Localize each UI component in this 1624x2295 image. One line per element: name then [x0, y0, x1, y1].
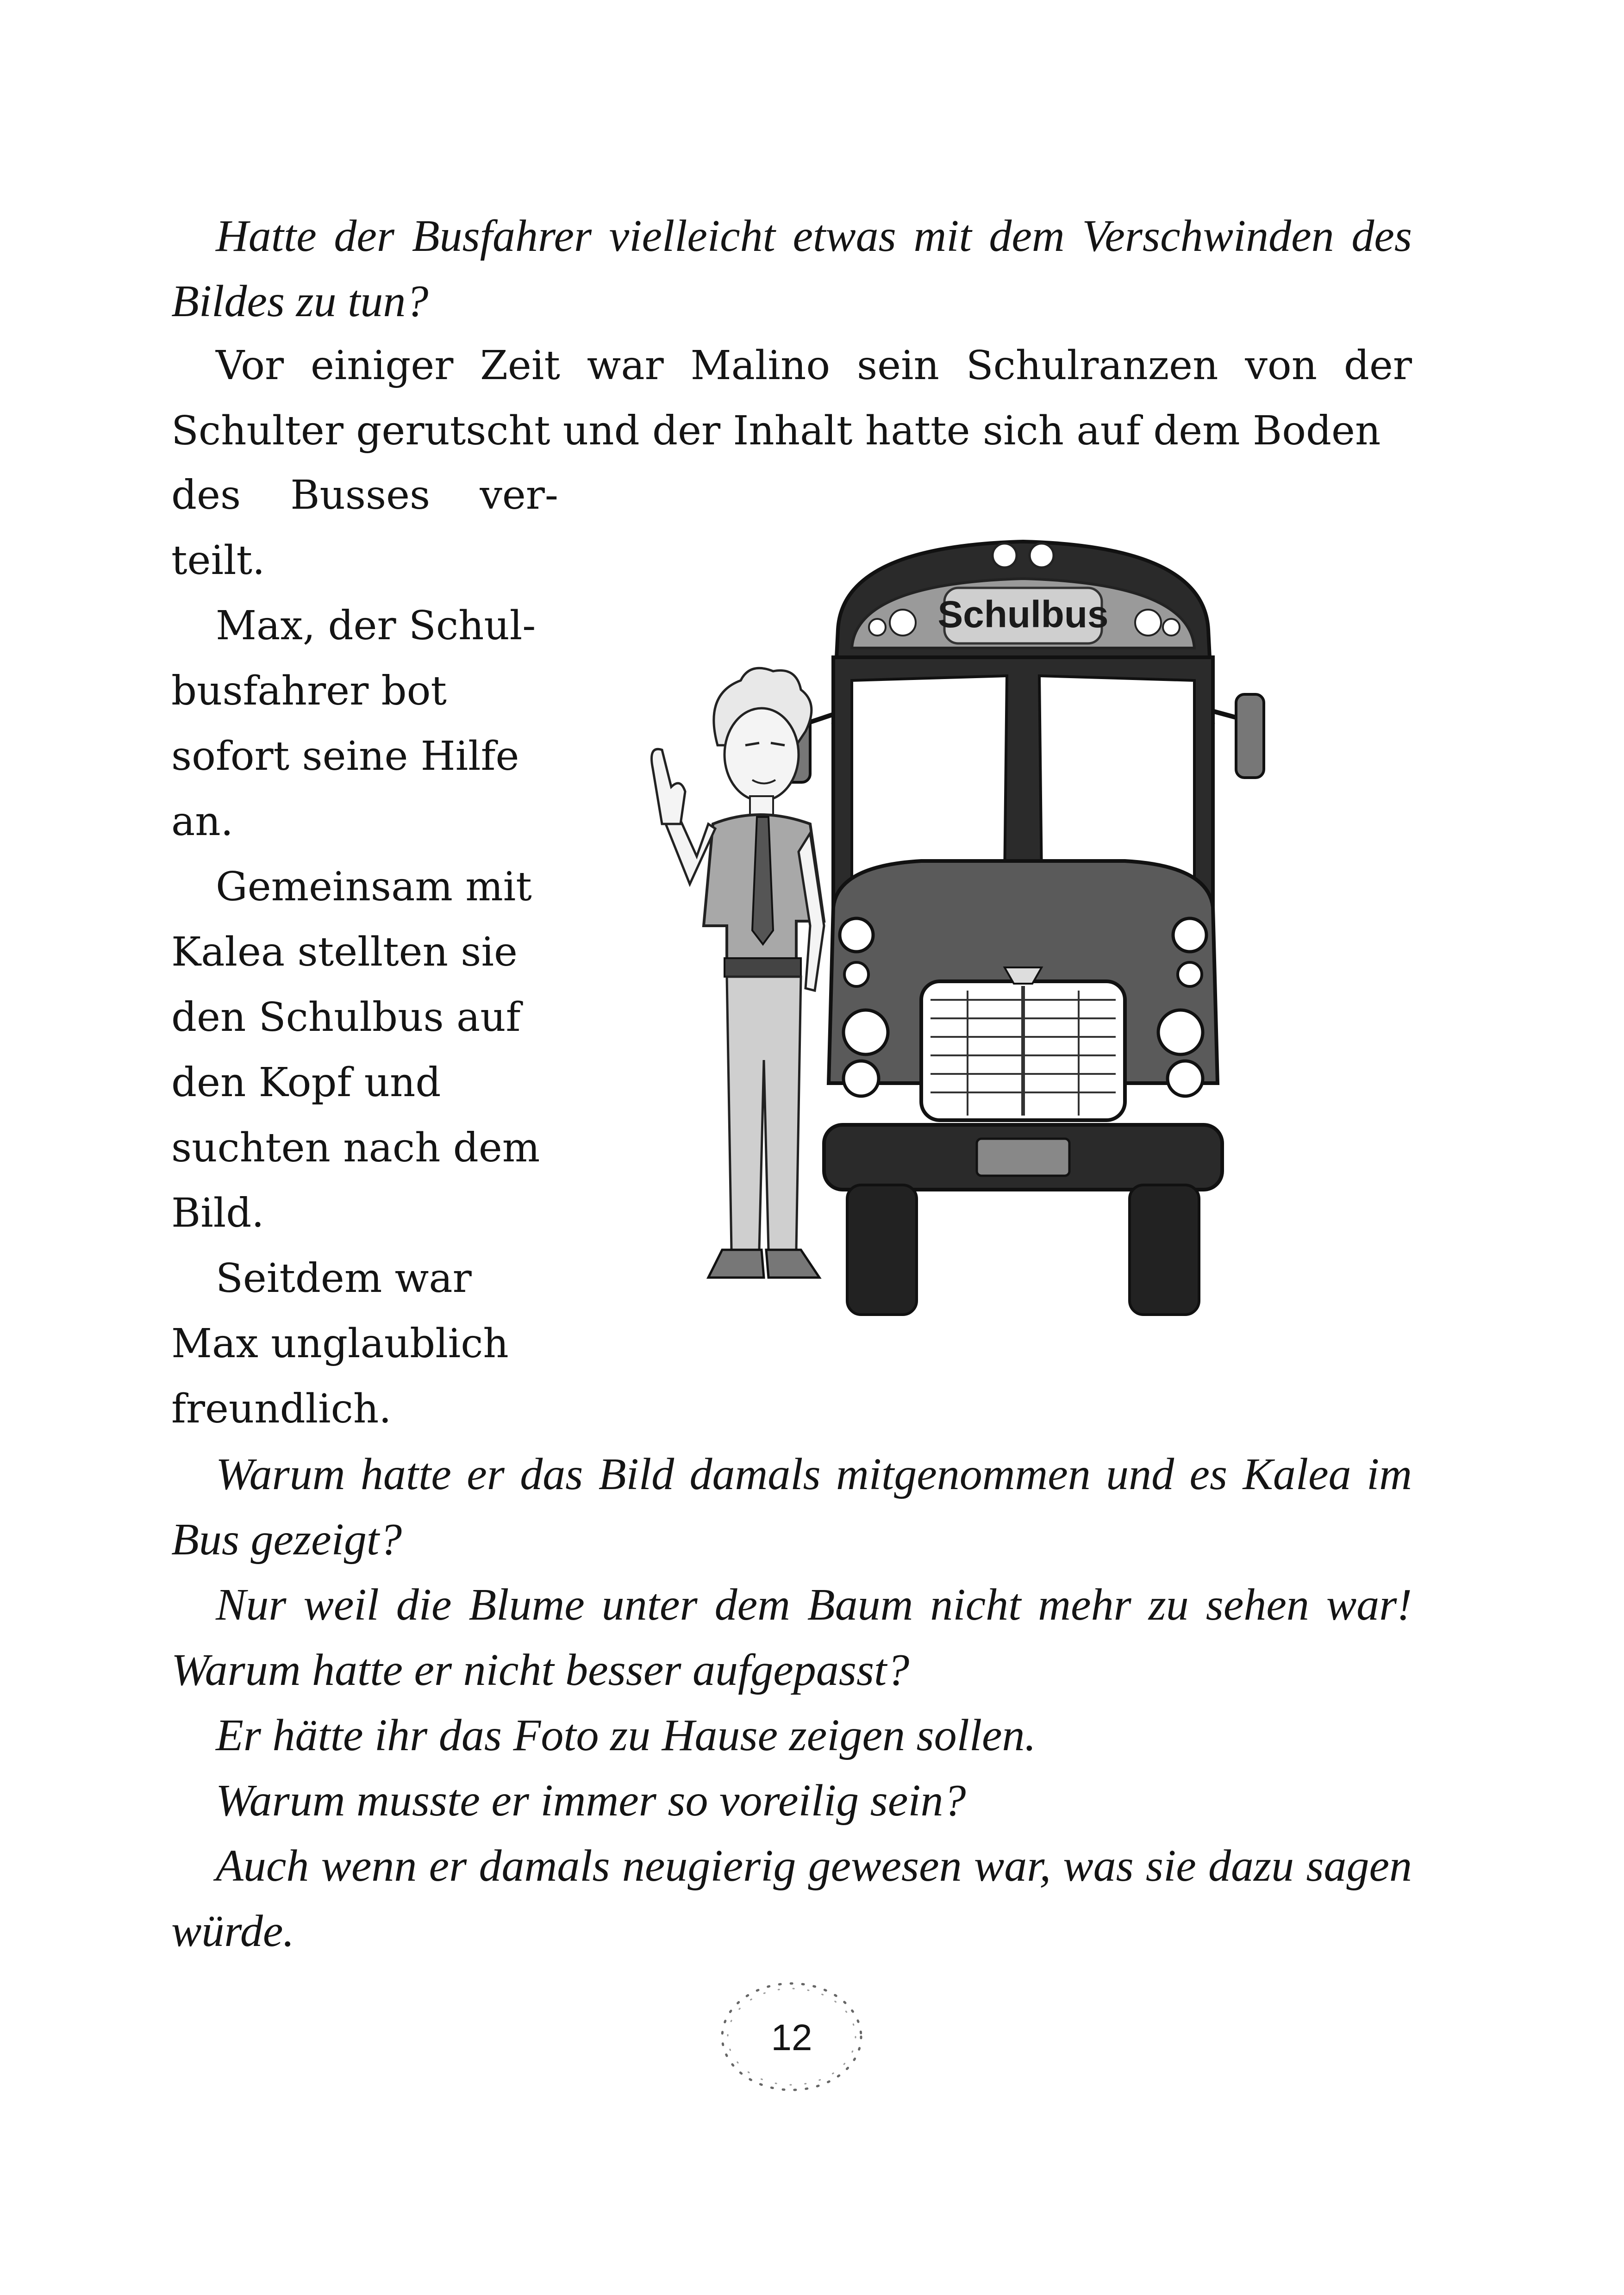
- wrap-line-13: Seitdem war: [216, 1255, 472, 1302]
- page-number: 12: [771, 2017, 812, 2058]
- paragraph-question-2: Nur weil die Blume unter dem Baum nicht mehr zu sehen war! Warum hatte er nicht besser aufgepasst?: [171, 1580, 1412, 1695]
- paragraph-question-4: Warum musste er immer so voreilig sein?: [216, 1776, 966, 1826]
- wrap-line-4: busfahrer bot: [171, 668, 447, 714]
- boy-icon: [652, 668, 824, 1278]
- wrap-line-8: Kalea stellten sie: [171, 929, 518, 975]
- page-number-badge: [708, 1972, 875, 2111]
- wrap-line-9: den Schulbus auf: [171, 994, 521, 1041]
- bus-sign: Schulbus: [937, 593, 1109, 636]
- wrap-line-14: Max unglaublich: [171, 1321, 509, 1367]
- wrap-line-5: sofort seine Hilfe: [171, 733, 519, 780]
- wrap-line-3: Max, der Schul-: [216, 603, 536, 649]
- paragraph-question-5: Auch wenn er damals neugierig gewesen war, was sie dazu sagen würde.: [171, 1841, 1412, 1956]
- wrap-line-12: Bild.: [171, 1190, 264, 1236]
- schoolbus-illustration: [634, 528, 1361, 1324]
- bus-icon: [782, 542, 1264, 1315]
- wrap-word: Busses: [290, 472, 431, 518]
- paragraph-question-3: Er hätte ihr das Foto zu Hause zeigen sollen.: [216, 1710, 1037, 1760]
- wrap-line-6: an.: [171, 798, 233, 845]
- paragraph-backpack: Vor einiger Zeit war Malino sein Schulranzen von der Schulter gerutscht und der Inhalt hatte sich auf dem Boden: [171, 343, 1412, 454]
- wrap-line-10: den Kopf und: [171, 1060, 441, 1106]
- wrap-line-2: teilt.: [171, 537, 265, 584]
- wrap-line-1: [171, 463, 558, 528]
- wrap-line-7: Gemeinsam mit: [216, 864, 532, 910]
- paragraph-question-1: Warum hatte er das Bild damals mitgenommen und es Kalea im Bus gezeigt?: [171, 1449, 1412, 1565]
- paragraph-intro: Hatte der Busfahrer vielleicht etwas mit dem Verschwinden des Bildes zu tun?: [171, 211, 1412, 326]
- wrap-word: ver-: [480, 472, 558, 518]
- wrap-line-11: suchten nach dem: [171, 1125, 540, 1171]
- wrap-line-15: freundlich.: [171, 1386, 392, 1432]
- wrap-word: des: [171, 472, 241, 518]
